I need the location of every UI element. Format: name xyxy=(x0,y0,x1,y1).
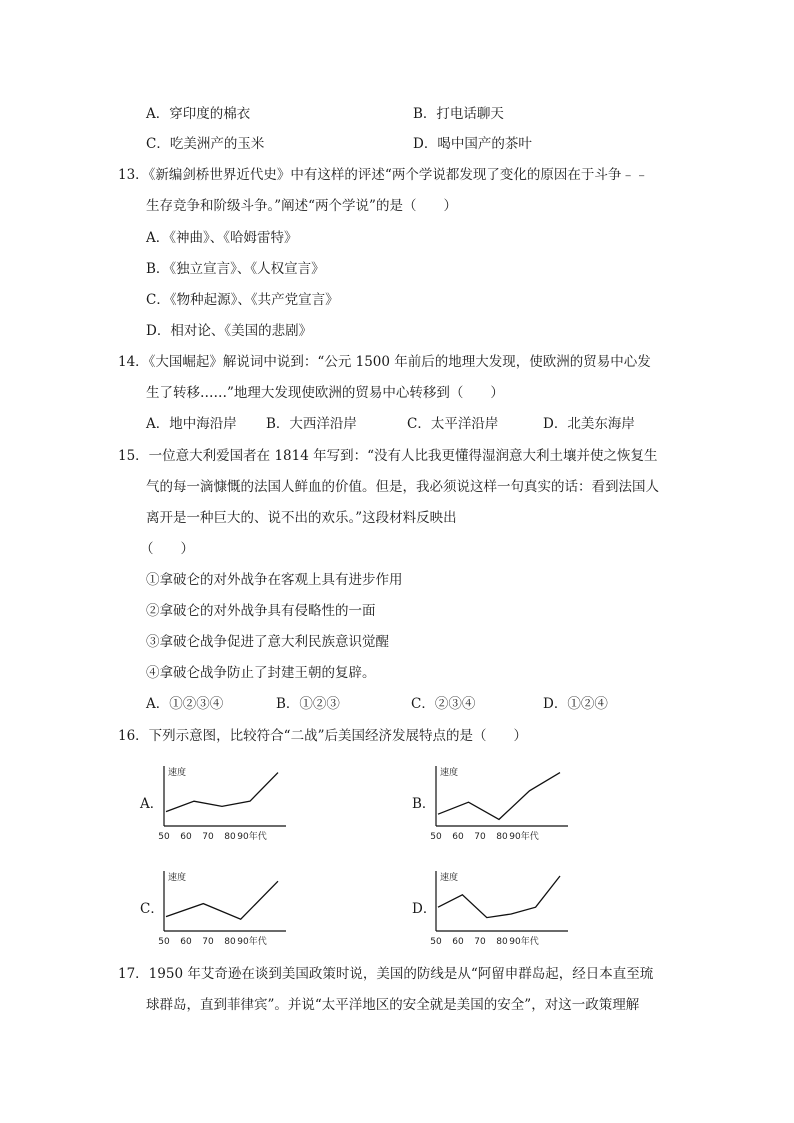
y-axis-label: 速度 xyxy=(168,873,187,883)
y-axis-label: 速度 xyxy=(440,873,459,883)
x-tick-label: 80 xyxy=(224,937,236,947)
q17-stem-line2: 球群岛，直到菲律宾”。并说“太平洋地区的安全就是美国的安全”，对这一政策理解 xyxy=(146,997,640,1013)
x-tick-label: 60 xyxy=(452,937,464,947)
chart-a-label: A． xyxy=(140,796,164,812)
x-tick-label: 60 xyxy=(180,832,192,842)
x-tick-label: 60 xyxy=(180,937,192,947)
chart-c-label: C． xyxy=(140,901,164,917)
q13-stem-line2: 生存竞争和阶级斗争。”阐述“两个学说”的是（ ） xyxy=(146,198,457,214)
x-tick-label: 50 xyxy=(430,937,442,947)
q12-option-d: D．喝中国产的茶叶 xyxy=(413,136,532,152)
q15-option-b: B．①②③ xyxy=(276,696,340,712)
x-tick-label: 60 xyxy=(452,832,464,842)
q13-option-d: D．相对论、《美国的悲剧》 xyxy=(146,323,313,339)
x-tick-label: 80 xyxy=(496,832,508,842)
chart-a xyxy=(140,760,290,850)
x-tick-label: 90年代 xyxy=(509,937,539,947)
q14-option-b: B．大西洋沿岸 xyxy=(266,416,357,432)
growth-line xyxy=(438,773,560,820)
q17-stem-line1: 17．1950 年艾奇逊在谈到美国政策时说，美国的防线是从“阿留申群岛起，经日本直至琉 xyxy=(118,966,654,982)
q13-option-a: A．《神曲》、《哈姆雷特》 xyxy=(146,230,298,246)
q15-stem-line3: 离开是一种巨大的、说不出的欢乐。”这段材料反映出 xyxy=(146,510,457,526)
y-axis-label: 速度 xyxy=(168,768,187,778)
q15-statement-1: ①拿破仑的对外战争在客观上具有进步作用 xyxy=(146,572,403,588)
q12-option-c: C．吃美洲产的玉米 xyxy=(146,136,265,152)
q12-option-a: A．穿印度的棉衣 xyxy=(146,106,251,122)
x-tick-label: 80 xyxy=(224,832,236,842)
q15-answer-blank: （ ） xyxy=(140,541,194,557)
y-axis-label: 速度 xyxy=(440,768,459,778)
x-tick-label: 80 xyxy=(496,937,508,947)
x-tick-label: 70 xyxy=(474,937,486,947)
q13-option-b: B．《独立宣言》、《人权宣言》 xyxy=(146,261,325,277)
q12-option-b: B．打电话聊天 xyxy=(413,106,504,122)
x-tick-label: 50 xyxy=(158,832,170,842)
q14-option-a: A．地中海沿岸 xyxy=(146,416,237,432)
q14-stem-line1: 14．《大国崛起》解说词中说到：“公元 1500 年前后的地理大发现，使欧洲的贸易中心发 xyxy=(118,354,651,370)
chart-b xyxy=(412,760,572,850)
q15-option-d: D．①②④ xyxy=(543,696,608,712)
q15-statement-4: ④拿破仑战争防止了封建王朝的复辟。 xyxy=(146,665,376,681)
q15-statement-3: ③拿破仑战争促进了意大利民族意识觉醒 xyxy=(146,634,389,650)
chart-c xyxy=(140,865,290,955)
chart-d-label: D． xyxy=(412,901,437,917)
q15-stem-line2: 气的每一滴慷慨的法国人鲜血的价值。但是，我必须说这样一句真实的话：看到法国人 xyxy=(146,479,659,495)
q15-stem-line1: 15．一位意大利爱国者在 1814 年写到：“没有人比我更懂得湿润意大利土壤并使之恢复生 xyxy=(118,448,658,464)
q14-option-d: D．北美东海岸 xyxy=(543,416,635,432)
x-tick-label: 90年代 xyxy=(237,832,267,842)
x-tick-label: 70 xyxy=(202,832,214,842)
x-tick-label: 50 xyxy=(158,937,170,947)
growth-line xyxy=(166,773,278,812)
x-tick-label: 90年代 xyxy=(237,937,267,947)
q15-statement-2: ②拿破仑的对外战争具有侵略性的一面 xyxy=(146,603,376,619)
x-tick-label: 90年代 xyxy=(509,832,539,842)
q15-option-c: C．②③④ xyxy=(411,696,476,712)
x-tick-label: 50 xyxy=(430,832,442,842)
q14-stem-line2: 生了转移……”地理大发现使欧洲的贸易中心转移到（ ） xyxy=(146,385,504,401)
q15-option-a: A．①②③④ xyxy=(146,696,224,712)
growth-line xyxy=(166,881,278,919)
q16-stem-line1: 16．下列示意图，比较符合“二战”后美国经济发展特点的是（ ） xyxy=(118,728,527,744)
q13-stem-line1: 13．《新编剑桥世界近代史》中有这样的评述“两个学说都发现了变化的原因在于斗争﹣﹣ xyxy=(118,167,649,183)
x-tick-label: 70 xyxy=(474,832,486,842)
q14-option-c: C．太平洋沿岸 xyxy=(407,416,499,432)
x-tick-label: 70 xyxy=(202,937,214,947)
q13-option-c: C．《物种起源》、《共产党宣言》 xyxy=(146,292,339,308)
chart-d xyxy=(412,865,572,955)
chart-b-label: B． xyxy=(412,796,436,812)
